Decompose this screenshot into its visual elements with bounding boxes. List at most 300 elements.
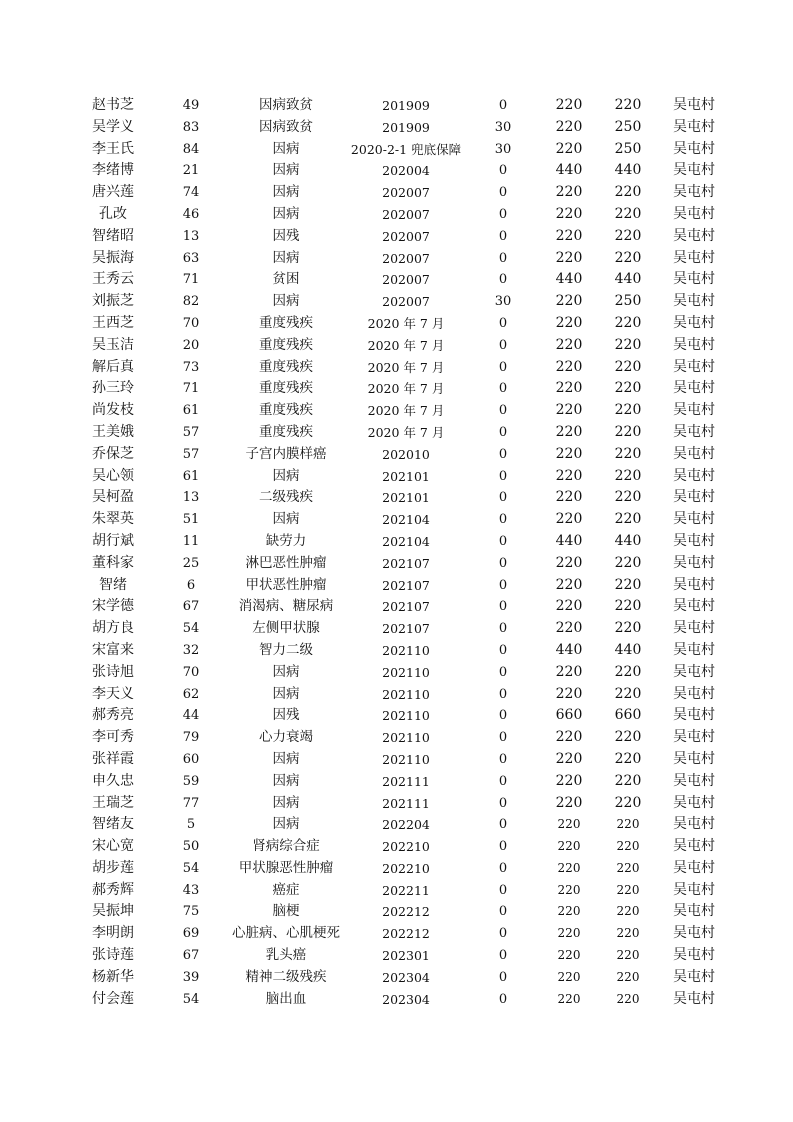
total-amount-cell: 220 — [614, 685, 642, 702]
reason-cell: 因病致贫 — [259, 97, 313, 113]
person-name: 付会莲 — [92, 990, 134, 1007]
extra-amount-cell: 0 — [498, 860, 508, 876]
reason-cell: 因病 — [272, 184, 300, 201]
base-amount-cell: 220 — [557, 926, 581, 941]
date-cell: 202007 — [382, 272, 430, 288]
date-cell: 202107 — [382, 555, 430, 571]
person-name: 胡步莲 — [92, 859, 134, 876]
document-table — [0, 95, 793, 1010]
base-amount-cell: 440 — [555, 162, 583, 179]
age-cell: 71 — [182, 272, 200, 288]
person-name: 王秀云 — [92, 271, 134, 288]
total-amount-cell: 660 — [614, 707, 642, 724]
date-cell: 202301 — [382, 948, 430, 964]
village-cell: 吴屯村 — [673, 641, 715, 658]
person-name: 张诗旭 — [92, 663, 134, 680]
table-row — [0, 814, 793, 836]
date-cell: 2020 年 7 月 — [367, 424, 445, 440]
total-amount-cell: 220 — [614, 249, 642, 266]
total-amount-cell: 220 — [614, 511, 642, 528]
extra-amount-cell: 0 — [498, 599, 508, 615]
total-amount-cell: 250 — [614, 293, 642, 310]
reason-cell: 缺劳力 — [265, 532, 307, 549]
extra-amount-cell: 0 — [498, 795, 508, 811]
extra-amount-cell: 0 — [498, 773, 508, 789]
village-cell: 吴屯村 — [673, 532, 715, 549]
base-amount-cell: 220 — [555, 554, 583, 571]
total-amount-cell: 220 — [614, 423, 642, 440]
extra-amount-cell: 0 — [498, 533, 508, 549]
reason-cell: 癌症 — [272, 881, 300, 898]
total-amount-cell: 220 — [614, 467, 642, 484]
reason-cell: 因残 — [272, 227, 300, 244]
person-name: 张诗莲 — [92, 947, 134, 964]
age-cell: 11 — [182, 533, 200, 549]
date-cell: 201909 — [382, 98, 430, 113]
village-cell: 吴屯村 — [673, 772, 715, 789]
age-cell: 50 — [182, 839, 200, 855]
extra-amount-cell: 0 — [498, 337, 508, 353]
reason-cell: 智力二级 — [259, 641, 313, 658]
date-cell: 2020 年 7 月 — [367, 403, 445, 419]
age-cell: 75 — [182, 904, 200, 920]
table-row — [0, 531, 793, 553]
total-amount-cell: 220 — [614, 772, 642, 789]
total-amount-cell: 220 — [616, 948, 640, 963]
extra-amount-cell: 0 — [498, 163, 508, 179]
date-cell: 202110 — [382, 686, 430, 702]
base-amount-cell: 220 — [557, 839, 581, 854]
reason-cell: 因病 — [272, 249, 300, 266]
extra-amount-cell: 0 — [498, 228, 508, 244]
total-amount-cell: 220 — [614, 314, 642, 331]
village-cell: 吴屯村 — [673, 947, 715, 964]
date-cell: 202204 — [382, 817, 430, 833]
person-name: 李天义 — [92, 685, 134, 702]
village-cell: 吴屯村 — [673, 380, 715, 397]
date-cell: 2020 年 7 月 — [367, 315, 445, 331]
extra-amount-cell: 0 — [498, 381, 508, 397]
extra-amount-cell: 0 — [498, 839, 508, 855]
total-amount-cell: 220 — [614, 227, 642, 244]
base-amount-cell: 220 — [555, 663, 583, 680]
date-cell: 202010 — [382, 446, 430, 462]
base-amount-cell: 220 — [555, 227, 583, 244]
person-name: 王瑞芝 — [92, 794, 134, 811]
reason-cell: 脑出血 — [265, 990, 307, 1007]
table-row — [0, 160, 793, 182]
extra-amount-cell: 0 — [498, 577, 508, 593]
extra-amount-cell: 0 — [498, 490, 508, 506]
date-cell: 202007 — [382, 185, 430, 201]
date-cell: 202107 — [382, 577, 430, 593]
total-amount-cell: 220 — [614, 554, 642, 571]
age-cell: 6 — [186, 577, 196, 593]
total-amount-cell: 220 — [614, 729, 642, 746]
village-cell: 吴屯村 — [673, 990, 715, 1007]
date-cell: 202007 — [382, 228, 430, 244]
age-cell: 62 — [182, 686, 200, 702]
person-name: 孔改 — [99, 205, 127, 222]
age-cell: 71 — [182, 381, 200, 397]
total-amount-cell: 220 — [614, 576, 642, 593]
reason-cell: 淋巴恶性肿瘤 — [245, 554, 327, 571]
table-row — [0, 793, 793, 815]
total-amount-cell: 220 — [614, 402, 642, 419]
village-cell: 吴屯村 — [673, 162, 715, 179]
village-cell: 吴屯村 — [673, 97, 715, 113]
reason-cell: 甲状腺恶性肿瘤 — [238, 859, 334, 876]
extra-amount-cell: 0 — [498, 991, 508, 1007]
person-name: 吴振坤 — [92, 903, 134, 920]
table-row — [0, 335, 793, 357]
age-cell: 51 — [182, 512, 200, 528]
base-amount-cell: 220 — [557, 860, 581, 875]
reason-cell: 甲状恶性肿瘤 — [245, 576, 327, 593]
extra-amount-cell: 30 — [494, 141, 512, 157]
reason-cell: 重度残疾 — [259, 380, 313, 397]
extra-amount-cell: 0 — [498, 446, 508, 462]
village-cell: 吴屯村 — [673, 598, 715, 615]
reason-cell: 因病 — [272, 140, 300, 157]
village-cell: 吴屯村 — [673, 227, 715, 244]
table-row — [0, 684, 793, 706]
person-name: 申久忠 — [92, 772, 134, 789]
age-cell: 39 — [182, 969, 200, 985]
base-amount-cell: 220 — [557, 991, 581, 1006]
total-amount-cell: 220 — [616, 904, 640, 919]
extra-amount-cell: 0 — [498, 969, 508, 985]
reason-cell: 因病 — [272, 293, 300, 310]
village-cell: 吴屯村 — [673, 249, 715, 266]
person-name: 智绪友 — [92, 816, 134, 833]
date-cell: 2020 年 7 月 — [367, 337, 445, 353]
table-row — [0, 901, 793, 923]
reason-cell: 因病 — [272, 205, 300, 222]
village-cell: 吴屯村 — [673, 336, 715, 353]
reason-cell: 精神二级残疾 — [245, 968, 327, 985]
person-name: 董科家 — [92, 554, 134, 571]
base-amount-cell: 220 — [555, 336, 583, 353]
extra-amount-cell: 0 — [498, 708, 508, 724]
date-cell: 202110 — [382, 664, 430, 680]
total-amount-cell: 440 — [614, 271, 642, 288]
table-row — [0, 771, 793, 793]
table-row — [0, 139, 793, 161]
table-row — [0, 858, 793, 880]
extra-amount-cell: 0 — [498, 206, 508, 222]
total-amount-cell: 220 — [616, 991, 640, 1006]
base-amount-cell: 220 — [557, 969, 581, 984]
age-cell: 59 — [182, 773, 200, 789]
age-cell: 54 — [182, 621, 200, 637]
extra-amount-cell: 0 — [498, 403, 508, 419]
date-cell: 202101 — [382, 468, 430, 484]
total-amount-cell: 440 — [614, 162, 642, 179]
village-cell: 吴屯村 — [673, 511, 715, 528]
reason-cell: 重度残疾 — [259, 314, 313, 331]
base-amount-cell: 220 — [555, 445, 583, 462]
table-row — [0, 95, 793, 117]
date-cell: 202111 — [382, 773, 430, 789]
person-name: 胡方良 — [92, 620, 134, 637]
base-amount-cell: 220 — [555, 685, 583, 702]
extra-amount-cell: 0 — [498, 424, 508, 440]
age-cell: 70 — [182, 664, 200, 680]
total-amount-cell: 220 — [616, 839, 640, 854]
base-amount-cell: 220 — [557, 948, 581, 963]
date-cell: 202211 — [382, 882, 430, 898]
village-cell: 吴屯村 — [673, 140, 715, 157]
base-amount-cell: 220 — [555, 314, 583, 331]
total-amount-cell: 220 — [616, 882, 640, 897]
reason-cell: 因病 — [272, 794, 300, 811]
person-name: 智绪昭 — [92, 227, 134, 244]
person-name: 郝秀亮 — [92, 707, 134, 724]
village-cell: 吴屯村 — [673, 968, 715, 985]
age-cell: 82 — [182, 294, 200, 310]
person-name: 王美娥 — [92, 423, 134, 440]
base-amount-cell: 220 — [555, 423, 583, 440]
date-cell: 202110 — [382, 730, 430, 746]
date-cell: 202007 — [382, 206, 430, 222]
base-amount-cell: 220 — [555, 750, 583, 767]
table-row — [0, 945, 793, 967]
village-cell: 吴屯村 — [673, 554, 715, 571]
age-cell: 60 — [182, 751, 200, 767]
table-row — [0, 269, 793, 291]
base-amount-cell: 220 — [555, 140, 583, 157]
extra-amount-cell: 0 — [498, 468, 508, 484]
person-name: 王西芝 — [92, 314, 134, 331]
total-amount-cell: 220 — [614, 663, 642, 680]
village-cell: 吴屯村 — [673, 118, 715, 135]
person-name: 朱翠英 — [92, 511, 134, 528]
base-amount-cell: 220 — [555, 576, 583, 593]
base-amount-cell: 220 — [555, 249, 583, 266]
village-cell: 吴屯村 — [673, 838, 715, 855]
date-cell: 2020 年 7 月 — [367, 359, 445, 375]
table-row — [0, 226, 793, 248]
base-amount-cell: 440 — [555, 532, 583, 549]
table-row — [0, 836, 793, 858]
village-cell: 吴屯村 — [673, 859, 715, 876]
extra-amount-cell: 0 — [498, 751, 508, 767]
table-row — [0, 487, 793, 509]
table-row — [0, 989, 793, 1011]
total-amount-cell: 220 — [614, 598, 642, 615]
reason-cell: 因病 — [272, 467, 300, 484]
base-amount-cell: 220 — [555, 511, 583, 528]
date-cell: 202101 — [382, 490, 430, 506]
age-cell: 61 — [182, 468, 200, 484]
reason-cell: 肾病综合症 — [252, 838, 320, 855]
person-name: 李王氏 — [92, 140, 134, 157]
total-amount-cell: 220 — [616, 926, 640, 941]
date-cell: 202110 — [382, 642, 430, 658]
extra-amount-cell: 0 — [498, 98, 508, 113]
person-name: 吴心领 — [92, 467, 134, 484]
total-amount-cell: 220 — [614, 358, 642, 375]
table-row — [0, 117, 793, 139]
table-row — [0, 575, 793, 597]
base-amount-cell: 220 — [555, 358, 583, 375]
base-amount-cell: 440 — [555, 641, 583, 658]
total-amount-cell: 220 — [614, 336, 642, 353]
reason-cell: 因病 — [272, 685, 300, 702]
age-cell: 32 — [182, 642, 200, 658]
extra-amount-cell: 0 — [498, 315, 508, 331]
base-amount-cell: 220 — [555, 184, 583, 201]
date-cell: 202304 — [382, 969, 430, 985]
base-amount-cell: 220 — [555, 772, 583, 789]
table-row — [0, 182, 793, 204]
reason-cell: 因病 — [272, 663, 300, 680]
table-row — [0, 662, 793, 684]
extra-amount-cell: 0 — [498, 926, 508, 942]
village-cell: 吴屯村 — [673, 925, 715, 942]
date-cell: 202110 — [382, 751, 430, 767]
base-amount-cell: 220 — [555, 293, 583, 310]
village-cell: 吴屯村 — [673, 205, 715, 222]
person-name: 宋富来 — [92, 641, 134, 658]
reason-cell: 子宫内膜样癌 — [245, 445, 327, 462]
table-row — [0, 727, 793, 749]
extra-amount-cell: 0 — [498, 185, 508, 201]
date-cell: 202212 — [382, 904, 430, 920]
village-cell: 吴屯村 — [673, 489, 715, 506]
extra-amount-cell: 0 — [498, 730, 508, 746]
total-amount-cell: 220 — [614, 380, 642, 397]
village-cell: 吴屯村 — [673, 576, 715, 593]
person-name: 解后真 — [92, 358, 134, 375]
age-cell: 21 — [182, 163, 200, 179]
table-row — [0, 640, 793, 662]
table-row — [0, 880, 793, 902]
person-name: 孙三玲 — [92, 380, 134, 397]
age-cell: 69 — [182, 926, 200, 942]
village-cell: 吴屯村 — [673, 663, 715, 680]
base-amount-cell: 220 — [555, 794, 583, 811]
reason-cell: 因病 — [272, 511, 300, 528]
age-cell: 67 — [182, 948, 200, 964]
reason-cell: 重度残疾 — [259, 336, 313, 353]
base-amount-cell: 220 — [555, 467, 583, 484]
date-cell: 202107 — [382, 621, 430, 637]
reason-cell: 脑梗 — [272, 903, 300, 920]
base-amount-cell: 220 — [555, 729, 583, 746]
base-amount-cell: 220 — [557, 817, 581, 832]
total-amount-cell: 220 — [614, 97, 642, 113]
base-amount-cell: 220 — [555, 380, 583, 397]
table-row — [0, 596, 793, 618]
date-cell: 202110 — [382, 708, 430, 724]
age-cell: 57 — [182, 424, 200, 440]
extra-amount-cell: 0 — [498, 250, 508, 266]
age-cell: 13 — [182, 490, 200, 506]
village-cell: 吴屯村 — [673, 794, 715, 811]
age-cell: 73 — [182, 359, 200, 375]
person-name: 智绪 — [99, 576, 127, 593]
reason-cell: 消渴病、糖尿病 — [238, 598, 334, 615]
village-cell: 吴屯村 — [673, 881, 715, 898]
date-cell: 202107 — [382, 599, 430, 615]
total-amount-cell: 220 — [614, 750, 642, 767]
village-cell: 吴屯村 — [673, 314, 715, 331]
age-cell: 57 — [182, 446, 200, 462]
age-cell: 83 — [182, 119, 200, 135]
age-cell: 13 — [182, 228, 200, 244]
age-cell: 70 — [182, 315, 200, 331]
table-row — [0, 248, 793, 270]
date-cell: 2020 年 7 月 — [367, 381, 445, 397]
age-cell: 67 — [182, 599, 200, 615]
total-amount-cell: 440 — [614, 532, 642, 549]
reason-cell: 心力衰竭 — [259, 729, 313, 746]
total-amount-cell: 220 — [614, 620, 642, 637]
total-amount-cell: 220 — [616, 817, 640, 832]
table-row — [0, 378, 793, 400]
person-name: 赵书芝 — [92, 97, 134, 113]
age-cell: 63 — [182, 250, 200, 266]
date-cell: 202104 — [382, 512, 430, 528]
date-cell: 202004 — [382, 163, 430, 179]
base-amount-cell: 660 — [555, 707, 583, 724]
table-row — [0, 357, 793, 379]
reason-cell: 因残 — [272, 707, 300, 724]
person-name: 李绪博 — [92, 162, 134, 179]
person-name: 张祥霞 — [92, 750, 134, 767]
table-row — [0, 618, 793, 640]
table-row — [0, 705, 793, 727]
base-amount-cell: 220 — [555, 489, 583, 506]
extra-amount-cell: 0 — [498, 904, 508, 920]
date-cell: 202210 — [382, 860, 430, 876]
extra-amount-cell: 30 — [494, 119, 512, 135]
base-amount-cell: 220 — [555, 598, 583, 615]
total-amount-cell: 250 — [614, 118, 642, 135]
reason-cell: 因病 — [272, 816, 300, 833]
table-row — [0, 422, 793, 444]
village-cell: 吴屯村 — [673, 903, 715, 920]
table-row — [0, 444, 793, 466]
village-cell: 吴屯村 — [673, 816, 715, 833]
total-amount-cell: 220 — [614, 794, 642, 811]
base-amount-cell: 220 — [555, 97, 583, 113]
extra-amount-cell: 0 — [498, 359, 508, 375]
village-cell: 吴屯村 — [673, 423, 715, 440]
age-cell: 20 — [182, 337, 200, 353]
age-cell: 25 — [182, 555, 200, 571]
person-name: 郝秀辉 — [92, 881, 134, 898]
reason-cell: 重度残疾 — [259, 358, 313, 375]
reason-cell: 重度残疾 — [259, 402, 313, 419]
person-name: 吴柯盈 — [92, 489, 134, 506]
extra-amount-cell: 0 — [498, 555, 508, 571]
reason-cell: 心脏病、心肌梗死 — [232, 925, 340, 942]
base-amount-cell: 220 — [555, 118, 583, 135]
age-cell: 43 — [182, 882, 200, 898]
village-cell: 吴屯村 — [673, 358, 715, 375]
age-cell: 49 — [182, 98, 200, 113]
village-cell: 吴屯村 — [673, 184, 715, 201]
total-amount-cell: 220 — [616, 860, 640, 875]
base-amount-cell: 440 — [555, 271, 583, 288]
person-name: 李明朗 — [92, 925, 134, 942]
date-cell: 202210 — [382, 839, 430, 855]
person-name: 宋学德 — [92, 598, 134, 615]
table-row — [0, 291, 793, 313]
